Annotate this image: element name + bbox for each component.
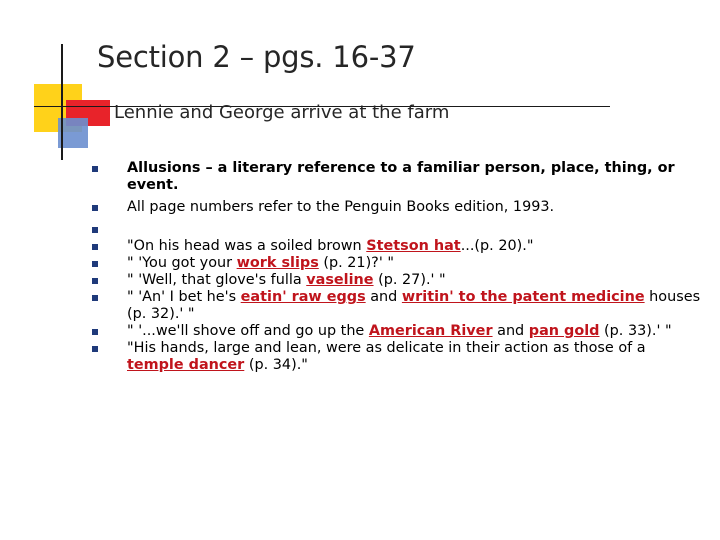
- allusion-link[interactable]: writin' to the patent medicine: [401, 289, 645, 305]
- square-bullet-icon: [92, 244, 98, 250]
- bullet-item: [92, 160, 704, 194]
- square-bullet-icon: [92, 329, 98, 335]
- square-bullet-icon: [92, 166, 98, 172]
- bullet-text: " 'You got your: [127, 255, 237, 271]
- bullet-item: [92, 323, 704, 340]
- allusion-link[interactable]: temple dancer: [127, 357, 245, 373]
- bullet-text-bold: Allusions – a literary reference to a familiar person, place, thing, or event.: [127, 160, 675, 193]
- square-bullet-icon: [92, 205, 98, 211]
- allusion-link[interactable]: Stetson hat: [366, 238, 461, 254]
- allusion-link[interactable]: work slips: [236, 255, 319, 271]
- bullet-text: ...(p. 20).": [460, 238, 534, 254]
- square-bullet-icon: [92, 261, 98, 267]
- bullet-list: [92, 160, 704, 374]
- bullet-item: [92, 238, 704, 255]
- bullet-item: [92, 340, 704, 374]
- square-bullet-icon: [92, 295, 98, 301]
- bullet-text: and: [492, 323, 529, 339]
- square-bullet-icon: [92, 278, 98, 284]
- bullet-item: [92, 272, 704, 289]
- bullet-text: "His hands, large and lean, were as delicate in their action as those of a: [127, 340, 646, 356]
- bullet-text: (p. 27).' ": [373, 272, 446, 288]
- slide-title: Section 2 – pgs. 16-37: [97, 40, 416, 74]
- bullet-text: houses (p. 32).' ": [127, 289, 701, 322]
- square-bullet-icon: [92, 346, 98, 352]
- bullet-text: All page numbers refer to the Penguin Books edition, 1993.: [127, 199, 555, 215]
- bullet-text: " 'Well, that glove's fulla: [127, 272, 307, 288]
- bullet-text: and: [365, 289, 402, 305]
- slide-subtitle: Lennie and George arrive at the farm: [114, 102, 450, 123]
- bullet-item: [92, 199, 704, 216]
- bullet-item: [92, 289, 704, 323]
- bullet-item: [92, 221, 704, 238]
- bullet-item: [92, 255, 704, 272]
- bullet-text: "On his head was a soiled brown: [127, 238, 367, 254]
- allusion-link[interactable]: American River: [368, 323, 493, 339]
- bullet-text: (p. 34).": [244, 357, 308, 373]
- allusion-link[interactable]: pan gold: [528, 323, 600, 339]
- bullet-text: (p. 33).' ": [599, 323, 672, 339]
- allusion-link[interactable]: eatin' raw eggs: [240, 289, 366, 305]
- square-bullet-icon: [92, 227, 98, 233]
- bullet-text: " 'An' I bet he's: [127, 289, 241, 305]
- allusion-link[interactable]: vaseline: [306, 272, 374, 288]
- decor-vertical-line: [61, 44, 63, 160]
- bullet-text: (p. 21)?' ": [318, 255, 394, 271]
- bullet-text: " '...we'll shove off and go up the: [127, 323, 369, 339]
